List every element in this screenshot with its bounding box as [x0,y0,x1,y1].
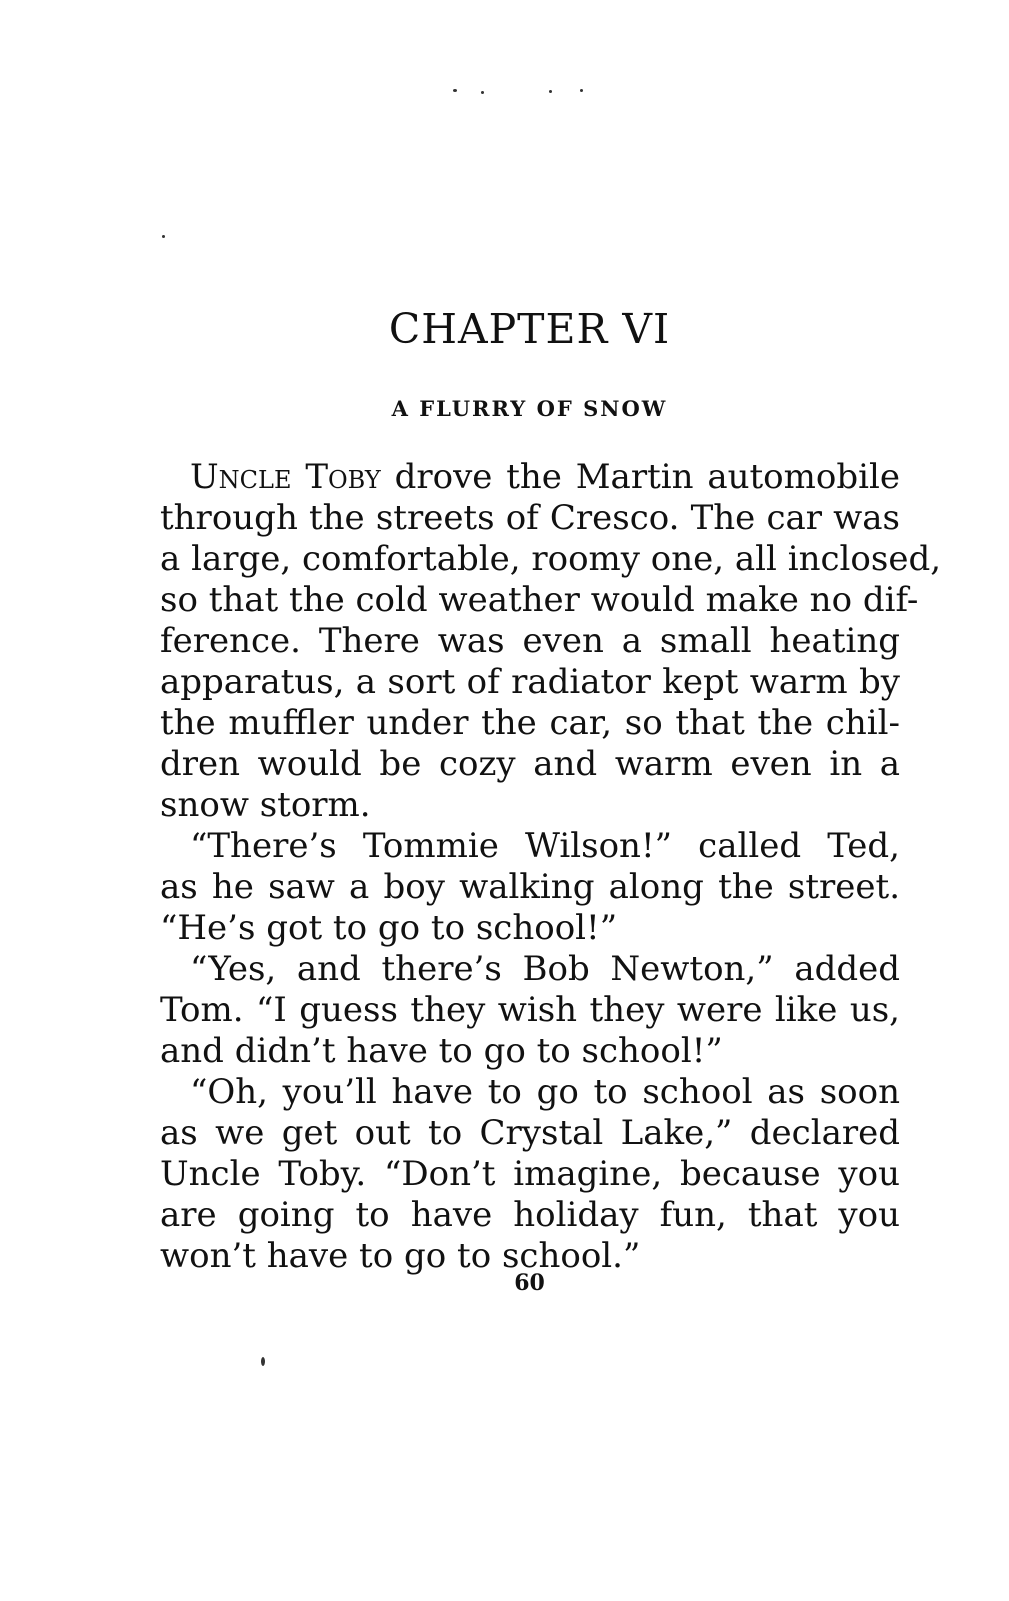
text-line: won’t have to go to school.” [160,1236,641,1276]
scan-speck [261,1357,265,1366]
line-text: drove the Martin automobile [380,457,900,497]
text-line: and didn’t have to go to school!” [160,1031,723,1071]
text-line: Tom. “I guess they wish they were like us, [160,990,900,1030]
body-text [160,457,942,1277]
text-line: “Oh, you’ll have to go to school as soon [190,1072,900,1112]
scan-speck [453,89,457,92]
text-line: “Yes, and there’s Bob Newton,” added [190,949,900,989]
lead-word: Uncle [190,457,292,497]
scan-speck [481,91,484,94]
text-line: as we get out to Crystal Lake,” declared [160,1113,900,1153]
text-line: are going to have holiday fun, that you [160,1195,900,1235]
text-line: a large, comfortable, roomy one, all inclosed, [160,539,942,579]
chapter-title: CHAPTER VI [388,305,671,353]
chapter-subtitle: A FLURRY OF SNOW [391,396,668,421]
text-line: through the streets of Cresco. The car was [160,498,900,538]
text-line: ference. There was even a small heating [160,621,900,661]
scan-speck [580,89,583,92]
text-line: snow storm. [160,785,371,825]
scan-speck [549,90,552,93]
text-line: Uncle Toby. “Don’t imagine, because you [160,1154,900,1194]
lead-word: Toby [305,457,381,497]
text-line: “There’s Tommie Wilson!” called Ted, [190,826,900,866]
text-line: dren would be cozy and warm even in a [160,744,900,784]
text-line [160,457,900,498]
page-number: 60 [514,1270,545,1296]
text-line: as he saw a boy walking along the street. [160,867,900,907]
text-line: “He’s got to go to school!” [160,908,618,948]
scan-speck [162,235,165,238]
text-line: the muffler under the car, so that the chil- [160,703,900,743]
text-line: so that the cold weather would make no dif- [160,580,919,620]
text-line: apparatus, a sort of radiator kept warm by [160,662,900,702]
